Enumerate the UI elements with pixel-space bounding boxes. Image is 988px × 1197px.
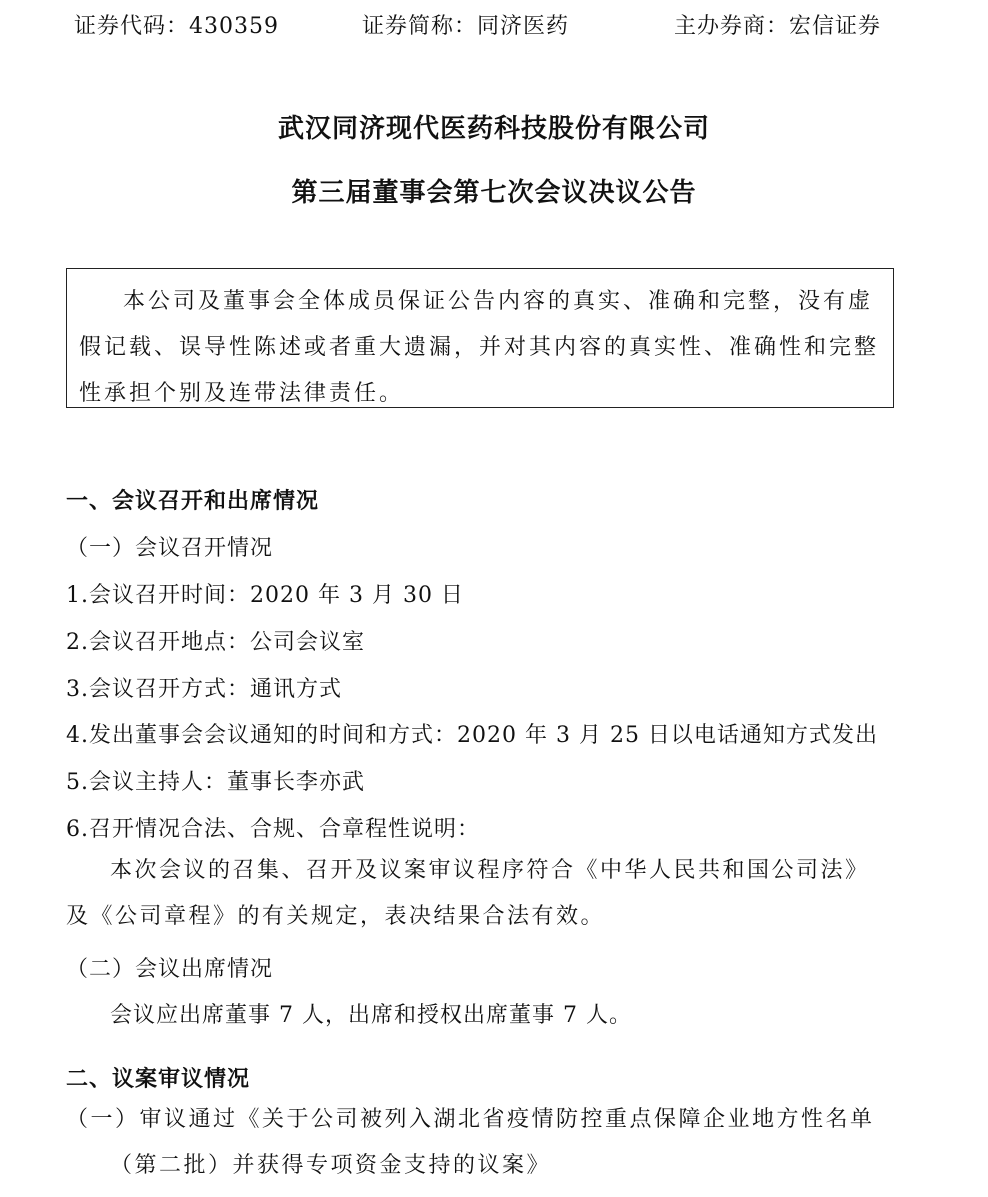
- legality-text: 本次会议的召集、召开及议案审议程序符合《中华人民共和国公司法》及《公司章程》的有关规定，表决结果合法有效。: [66, 858, 870, 929]
- company-title: 武汉同济现代医药科技股份有限公司: [277, 114, 710, 144]
- announcement-title: 第三届董事会第七次会议决议公告: [291, 178, 697, 208]
- notice-time-method: 4.发出董事会会议通知的时间和方式：2020 年 3 月 25 日以电话通知方式发出: [66, 723, 878, 748]
- subsection-1-2-heading: （二）会议出席情况: [66, 957, 274, 982]
- meeting-method: 3.会议召开方式：通讯方式: [66, 677, 342, 702]
- motion-1: （一）审议通过《关于公司被列入湖北省疫情防控重点保障企业地方性名单（第二批）并获得专项资金支持的议案》: [66, 1107, 875, 1178]
- section-1-heading: 一、会议召开和出席情况: [66, 489, 320, 514]
- subsection-1-1-heading: （一）会议召开情况: [66, 536, 274, 561]
- meeting-location: 2.会议召开地点：公司会议室: [66, 630, 365, 655]
- meeting-time: 1.会议召开时间：2020 年 3 月 30 日: [66, 583, 464, 608]
- security-short-name: 证券简称：同济医药: [362, 14, 570, 39]
- document-header: [66, 10, 906, 44]
- sponsor-broker: 主办券商：宏信证券: [674, 14, 882, 39]
- security-code: 证券代码：430359: [74, 14, 279, 39]
- attendance-text: 会议应出席董事 7 人，出席和授权出席董事 7 人。: [110, 1003, 632, 1028]
- disclaimer-box: 本公司及董事会全体成员保证公告内容的真实、准确和完整，没有虚假记载、误导性陈述或者重大遗漏，并对其内容的真实性、准确性和完整性承担个别及连带法律责任。: [66, 268, 894, 408]
- section-2-heading: 二、议案审议情况: [66, 1067, 251, 1092]
- legality-heading: 6.召开情况合法、合规、合章程性说明：: [66, 817, 480, 842]
- meeting-host: 5.会议主持人：董事长李亦武: [66, 770, 365, 795]
